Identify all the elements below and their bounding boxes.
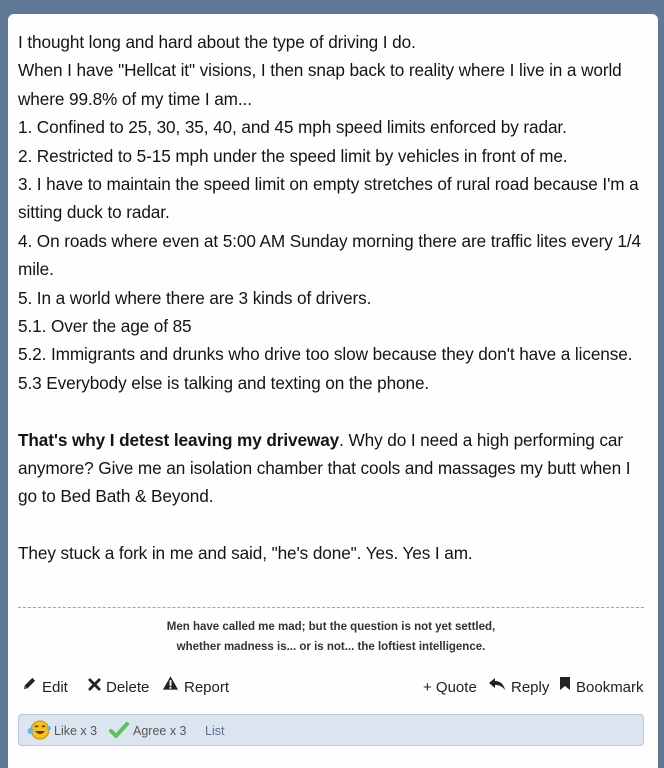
reactions-list-link[interactable] bbox=[205, 721, 224, 741]
paragraph-gap bbox=[18, 397, 642, 425]
post-line: 3. I have to maintain the speed limit on empty stretches of rural road because I'm a sitting duck to radar. bbox=[18, 174, 639, 223]
list-label: List bbox=[205, 724, 225, 738]
report-label: Report bbox=[184, 678, 230, 696]
reply-label: Reply bbox=[511, 678, 550, 696]
post-line: 5. In a world where there are 3 kinds of drivers. bbox=[18, 287, 372, 308]
agree-count: Agree x 3 bbox=[133, 724, 187, 738]
signature-line: Men have called me mad; but the question is not yet settled, bbox=[166, 621, 496, 633]
like-count: Like x 3 bbox=[54, 724, 98, 738]
bookmark-icon bbox=[559, 675, 571, 699]
report-button[interactable] bbox=[162, 675, 229, 699]
edit-button[interactable] bbox=[22, 675, 68, 699]
post-paragraph bbox=[18, 426, 642, 511]
post-body bbox=[18, 28, 642, 568]
post-line: 5.1. Over the age of 85 bbox=[18, 316, 192, 337]
forum-post bbox=[8, 14, 658, 768]
page-top-strip bbox=[0, 0, 664, 10]
edit-label: Edit bbox=[42, 678, 68, 696]
laughing-emoji-icon bbox=[27, 720, 51, 743]
post-actions bbox=[22, 675, 644, 699]
delete-label: Delete bbox=[106, 678, 150, 696]
reply-button[interactable] bbox=[488, 675, 549, 699]
bookmark-button[interactable] bbox=[559, 675, 644, 699]
close-icon bbox=[88, 675, 101, 699]
warning-icon bbox=[162, 675, 179, 699]
post-line: When I have "Hellcat it" visions, I then snap back to reality where I live in a world where 99.8% of my time I am... bbox=[18, 60, 622, 109]
reactions-bar bbox=[18, 714, 644, 746]
post-paragraph-text: . Why do I need a high performing car anymore? Give me an isolation chamber that cools and massages my butt when I go to Bed Bath & Beyond. bbox=[18, 429, 631, 507]
delete-button[interactable] bbox=[88, 675, 149, 699]
signature bbox=[18, 617, 644, 657]
post-line: 5.2. Immigrants and drunks who drive too slow because they don't have a license. bbox=[18, 344, 633, 365]
post-line: 1. Confined to 25, 30, 35, 40, and 45 mph speed limits enforced by radar. bbox=[18, 117, 567, 138]
post-line: 2. Restricted to 5-15 mph under the speed limit by vehicles in front of me. bbox=[18, 145, 568, 166]
paragraph-gap bbox=[18, 511, 642, 539]
signature-divider bbox=[18, 607, 644, 608]
quote-label: + Quote bbox=[423, 678, 477, 696]
signature-line: whether madness is... or is not... the loftiest intelligence. bbox=[176, 641, 486, 653]
post-line: 4. On roads where even at 5:00 AM Sunday morning there are traffic lites every 1/4 mile. bbox=[18, 230, 641, 280]
quote-button[interactable] bbox=[423, 675, 477, 699]
reply-icon bbox=[488, 675, 506, 699]
post-line: I thought long and hard about the type of driving I do. bbox=[18, 32, 416, 52]
post-closing: They stuck a fork in me and said, "he's done". Yes. Yes I am. bbox=[18, 543, 473, 564]
bookmark-label: Bookmark bbox=[576, 678, 644, 696]
pencil-icon bbox=[22, 675, 37, 699]
like-reaction[interactable] bbox=[27, 721, 97, 741]
agree-reaction[interactable] bbox=[109, 721, 187, 741]
bold-phrase: That's why I detest leaving my driveway bbox=[18, 429, 340, 450]
checkmark-icon bbox=[109, 721, 129, 742]
post-line: 5.3 Everybody else is talking and texting on the phone. bbox=[18, 372, 430, 393]
